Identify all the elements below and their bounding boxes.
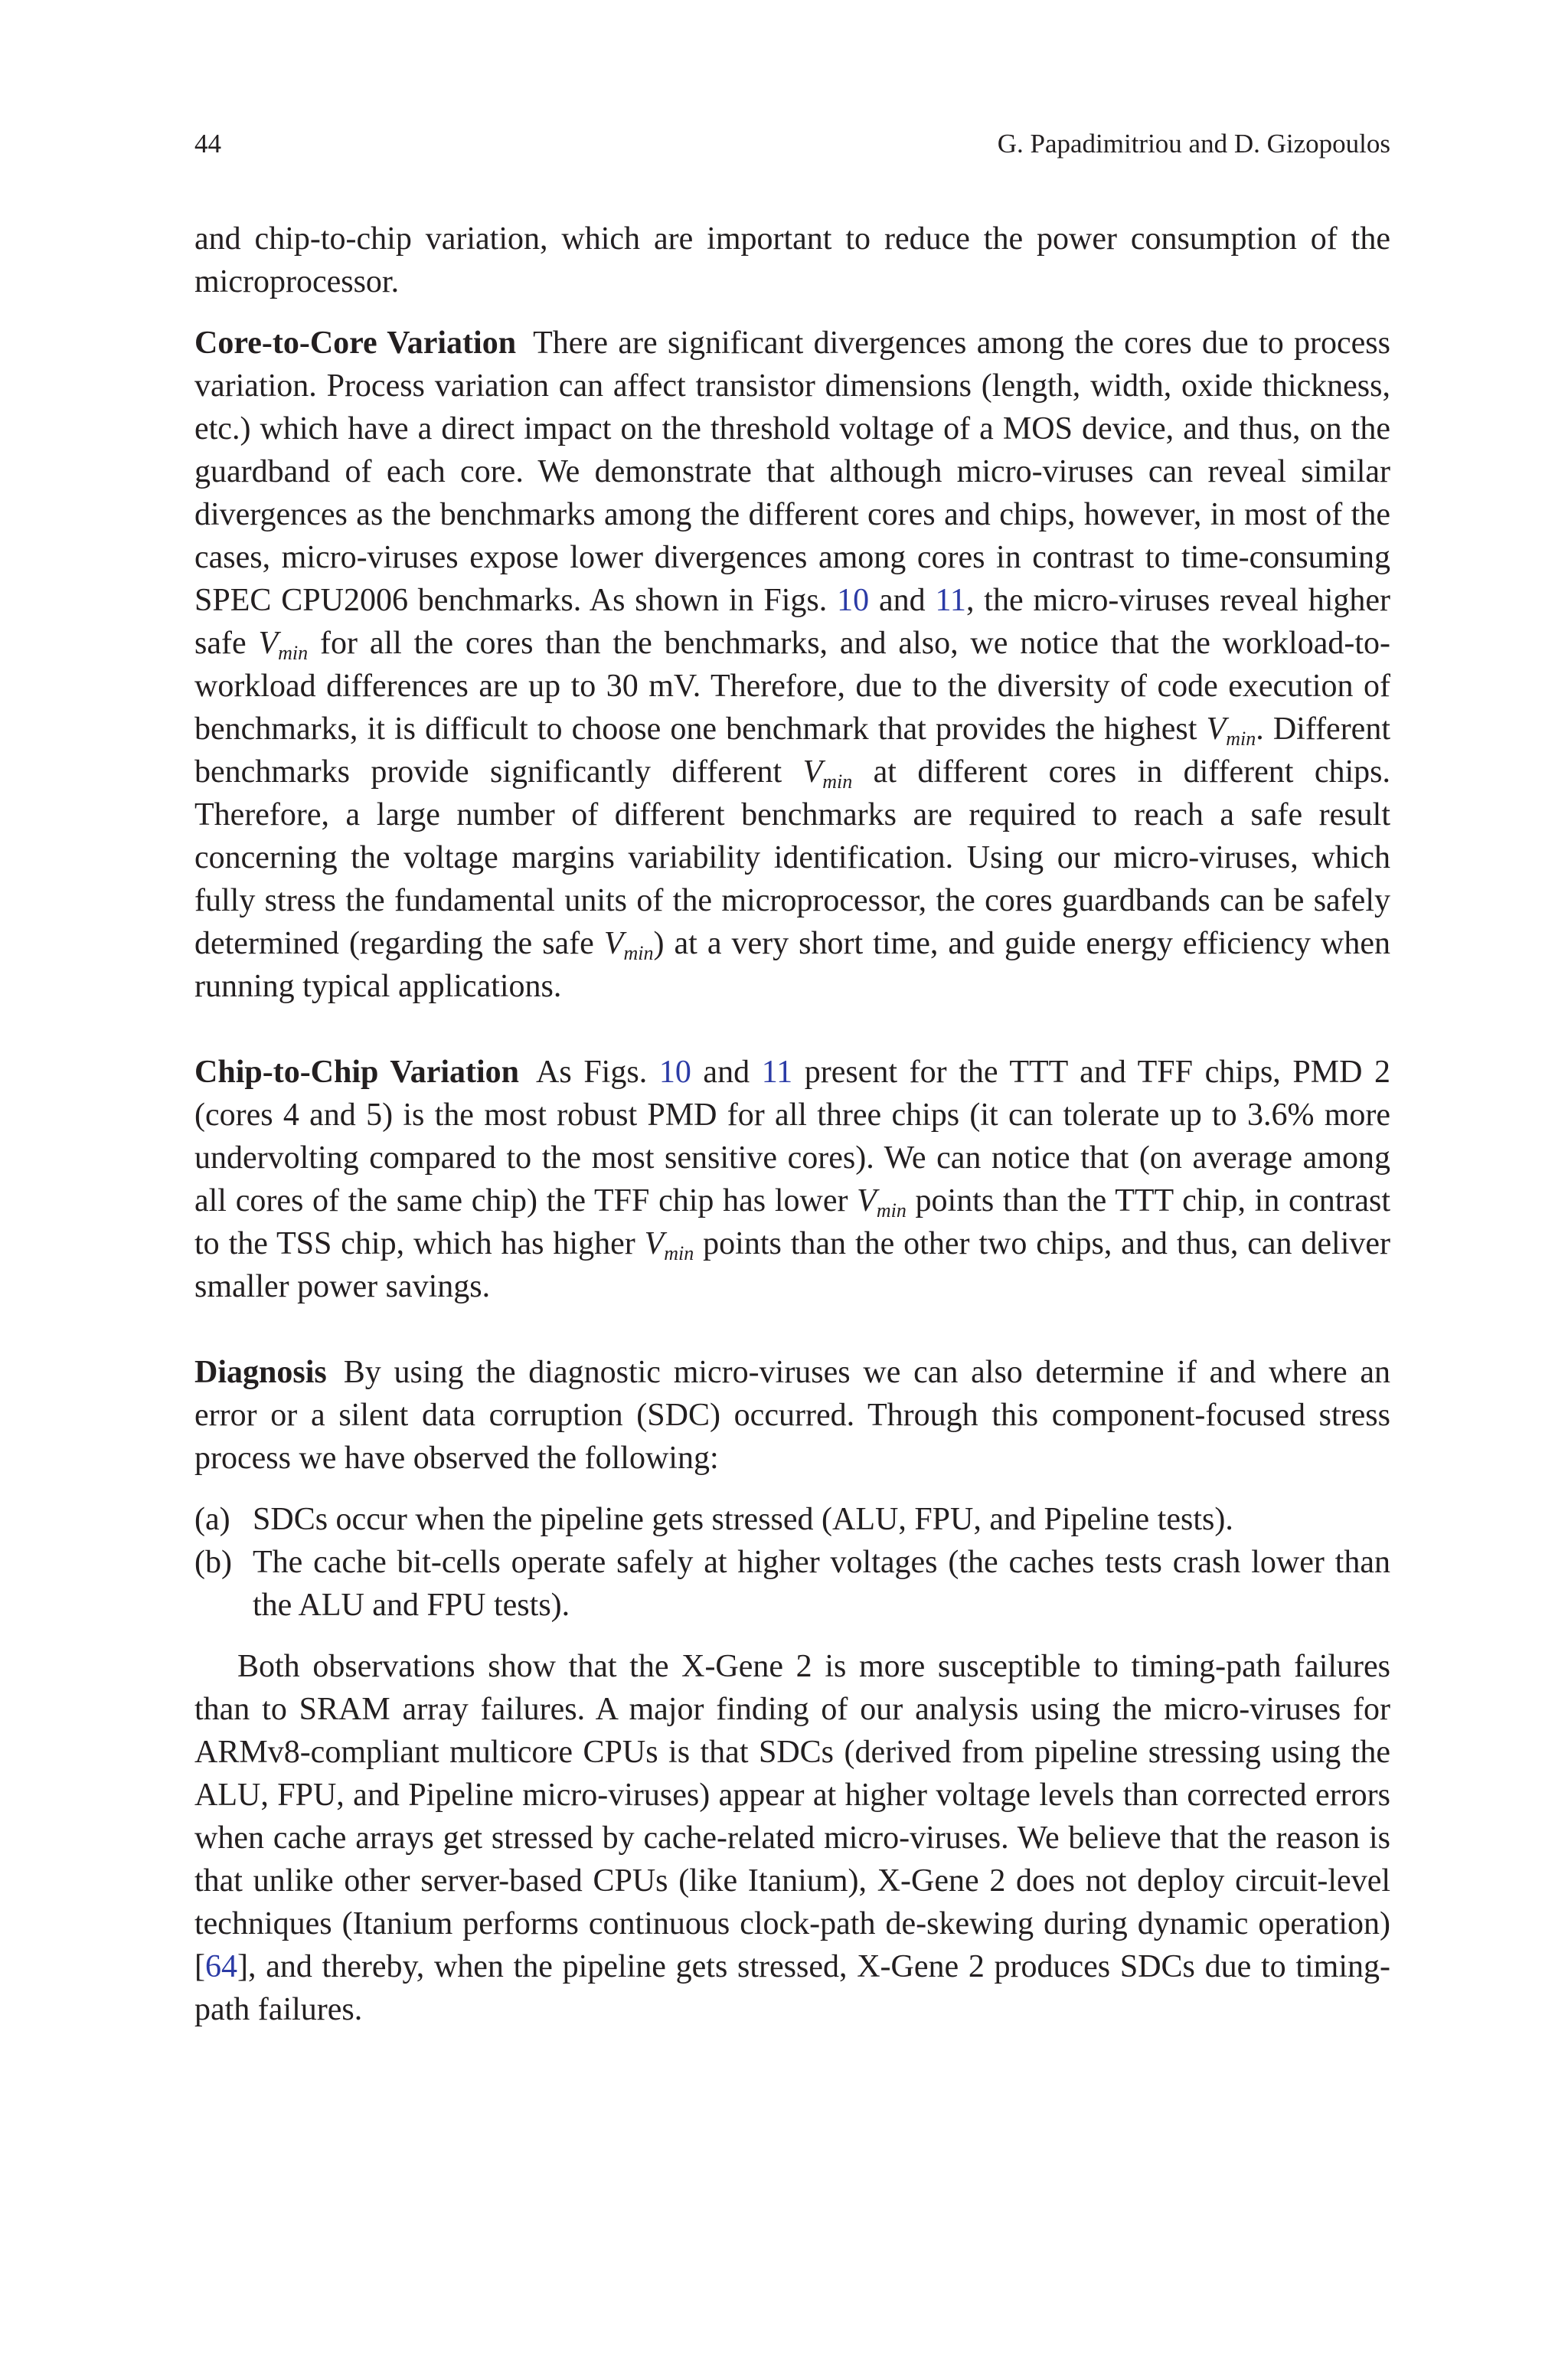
vmin-symbol: $V_{min}$ — [644, 1226, 694, 1264]
figure-11-link[interactable]: 11 — [935, 583, 966, 618]
page-number: 44 — [194, 129, 221, 159]
diagnosis-paragraph: Diagnosis By using the diagnostic micro-viruses we can also determine if and where an error or a silent data corruption (SDC) occurred. Through this component-focused stress process we have observed the following: — [194, 1355, 1390, 1476]
vmin-symbol: $V_{min}$ — [603, 926, 654, 964]
figure-11-link[interactable]: 11 — [761, 1055, 793, 1090]
core-to-core-heading: Core-to-Core Variation — [194, 325, 517, 361]
list-marker: (a) — [194, 1502, 230, 1537]
observation-list — [194, 1498, 1390, 1627]
chip-to-chip-paragraph: Chip-to-Chip Variation As Figs. 10 and 11 present for the TTT and TFF chips, PMD 2 (cores 4 and 5) is the most robust PMD for all three chips (it can tolerate up to 3.6% more undervolting compared to the most sensitive cores). We can notice that (on average among all cores of the same chip) the TFF chip has lower $V_{min}$ points than the TTT chip, in contrast to the TSS chip, which has higher $V_{min}$ points than the other two chips, and thus, can deliver smaller power savings. — [194, 1055, 1391, 1304]
list-marker: (b) — [194, 1545, 232, 1580]
vmin-symbol: $V_{min}$ — [802, 754, 853, 793]
conclusion-paragraph: Both observations show that the X-Gene 2 is more susceptible to timing-path failures than to SRAM array failures. A major finding of our analysis using the micro-viruses for ARMv8-compliant multicore CPUs is that SDCs (derived from pipeline stressing using the ALU, FPU, and Pipeline micro-viruses) appear at higher voltage levels than corrected errors when cache arrays get stressed by cache-related micro-viruses. We believe that the reason is that unlike other server-based CPUs (like Itanium), X-Gene 2 does not deploy circuit-level techniques (Itanium performs continuous clock-path de-skewing during dynamic operation) [64], and thereby, when the pipeline gets stressed, X-Gene 2 produces SDCs due to timing-path failures. — [194, 1649, 1390, 2027]
figure-10-link[interactable]: 10 — [658, 1055, 691, 1090]
chip-to-chip-heading: Chip-to-Chip Variation — [194, 1055, 520, 1090]
vmin-symbol: $V_{min}$ — [1206, 711, 1256, 750]
intro-paragraph: and chip-to-chip variation, which are important to reduce the power consumption of the microprocessor. — [194, 221, 1390, 299]
list-item: (b) The cache bit-cells operate safely at higher voltages (the caches tests crash lower than the ALU and FPU tests). — [194, 1541, 1390, 1627]
diagnosis-heading: Diagnosis — [194, 1355, 327, 1390]
reference-64-link[interactable]: 64 — [205, 1949, 237, 1984]
body-text — [194, 218, 1390, 2031]
running-head — [194, 127, 1390, 161]
core-to-core-paragraph: Core-to-Core Variation There are significant divergences among the cores due to process variation. Process variation can affect transistor dimensions (length, width, oxide thickness, etc.) which have a direct impact on the threshold voltage of a MOS device, and thus, on the guardband of each core. We demonstrate that although micro-viruses can reveal similar divergences as the benchmarks among the different cores and chips, however, in most of the cases, micro-viruses expose lower divergences among cores in contrast to time-consuming SPEC CPU2006 benchmarks. As shown in Figs. 10 and 11, the micro-viruses reveal higher safe $V_{min}$ for all the cores than the benchmarks, and also, we notice that the workload-to-workload differences are up to 30 mV. Therefore, due to the diversity of code execution of benchmarks, it is difficult to choose one benchmark that provides the highest $V_{min}$. Different benchmarks provide significantly different $V_{min}$ at different cores in different chips. Therefore, a large number of different benchmarks are required to reach a safe result concerning the voltage margins variability identification. Using our micro-viruses, which fully stress the fundamental units of the microprocessor, the cores guardbands can be safely determined (regarding the safe $V_{min}$) at a very short time, and guide energy efficiency when running typical applications. — [194, 325, 1391, 1004]
figure-10-link[interactable]: 10 — [837, 583, 870, 618]
running-head-authors: G. Papadimitriou and D. Gizopoulos — [997, 129, 1390, 159]
vmin-symbol: $V_{min}$ — [258, 626, 309, 664]
list-item: (a) SDCs occur when the pipeline gets stressed (ALU, FPU, and Pipeline tests). — [194, 1498, 1390, 1541]
vmin-symbol: $V_{min}$ — [857, 1183, 906, 1222]
